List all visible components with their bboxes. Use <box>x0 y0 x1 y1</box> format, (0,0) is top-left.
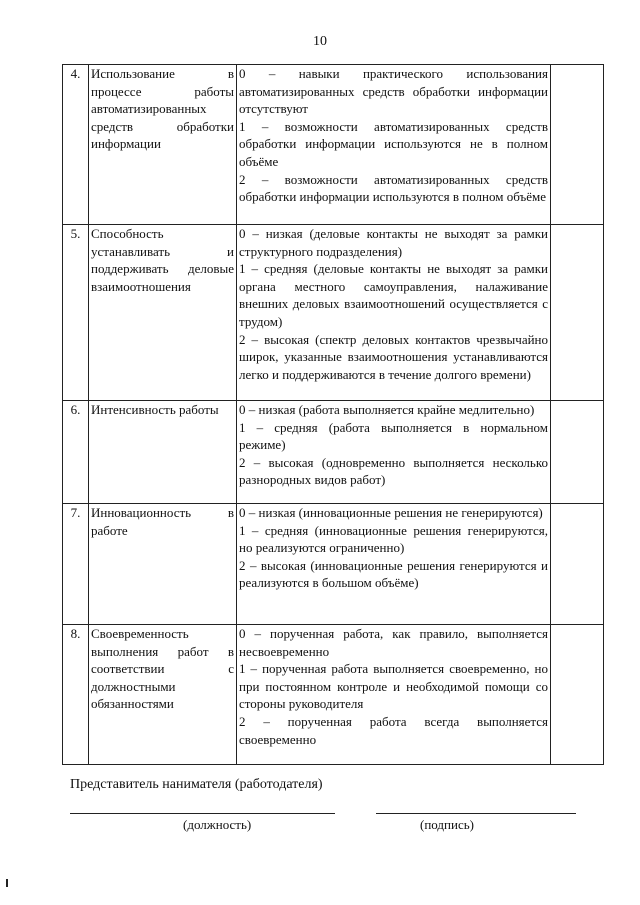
table-row <box>63 504 604 625</box>
scale-option: 0 – низкая (деловые контакты не выходят за рамки структурного подразделения) <box>239 226 548 259</box>
scale-option: 0 – низкая (работа выполняется крайне медлительно) <box>239 402 535 417</box>
score-cell <box>551 65 604 225</box>
scale-option: 2 – высокая (спектр деловых контактов чрезвычайно широк, указанные взаимоотношения устанавливаются легко и поддерживаются в течение долгого времени) <box>239 331 548 382</box>
scale-option: 2 – порученная работа всегда выполняется своевременно <box>239 713 548 747</box>
row-number: 5. <box>63 225 89 401</box>
row-number: 8. <box>63 625 89 765</box>
criterion-name: Интенсивность работы <box>89 401 237 504</box>
row-number: 4. <box>63 65 89 225</box>
criterion-name: Инновационность в работе <box>89 504 237 625</box>
position-line <box>70 813 335 814</box>
signature-caption: (подпись) <box>420 817 474 832</box>
criterion-scale <box>237 225 551 401</box>
criterion-scale <box>237 65 551 225</box>
score-cell <box>551 401 604 504</box>
criterion-name: Использование в процессе работы автоматизированных средств обработки информации <box>89 65 237 225</box>
scale-option: 0 – навыки практического использования автоматизированных средств обработки информации отсутствуют <box>239 66 548 117</box>
scale-option: 1 – порученная работа выполняется своевременно, но при постоянном контроле и необходимой помощи со стороны руководителя <box>239 661 548 712</box>
score-cell <box>551 225 604 401</box>
scale-option: 1 – средняя (инновационные решения генерируются, но реализуются ограниченно) <box>239 522 548 556</box>
criterion-scale <box>237 625 551 765</box>
criterion-scale <box>237 504 551 625</box>
representative-label: Представитель нанимателя (работодателя) <box>70 777 323 792</box>
table-row <box>63 625 604 765</box>
position-caption: (должность) <box>183 817 252 832</box>
score-cell <box>551 504 604 625</box>
scale-option: 2 – возможности автоматизированных средств обработки информации используются в полном объёме <box>239 171 548 205</box>
scan-mark <box>6 879 8 887</box>
scale-option: 1 – средняя (работа выполняется в нормальном режиме) <box>239 419 548 453</box>
row-number: 7. <box>63 504 89 625</box>
scale-option: 2 – высокая (инновационные решения генерируются и реализуются в большом объёме) <box>239 557 548 591</box>
scale-option: 1 – возможности автоматизированных средств обработки информации используются не в полном объёме <box>239 118 548 169</box>
criterion-scale <box>237 401 551 504</box>
criterion-name: Способность устанавливать и поддерживать деловые взаимоотношения <box>89 225 237 401</box>
page-number: 10 <box>313 34 327 49</box>
scale-option: 0 – низкая (инновационные решения не генерируются) <box>239 505 543 520</box>
criteria-table <box>62 64 604 765</box>
scale-option: 2 – высокая (одновременно выполняется несколько разнородных видов работ) <box>239 454 548 488</box>
scale-option: 1 – средняя (деловые контакты не выходят за рамки органа местного самоуправления, налаживание внешних деловых взаимоотношений осуществляется с трудом) <box>239 261 548 329</box>
score-cell <box>551 625 604 765</box>
criterion-name: Своевременность выполнения работ в соответствии с должностными обязанностями <box>89 625 237 765</box>
table-row <box>63 401 604 504</box>
signature-line <box>376 813 576 814</box>
row-number: 6. <box>63 401 89 504</box>
table-row <box>63 225 604 401</box>
scale-option: 0 – порученная работа, как правило, выполняется несвоевременно <box>239 626 548 659</box>
table-row <box>63 65 604 225</box>
